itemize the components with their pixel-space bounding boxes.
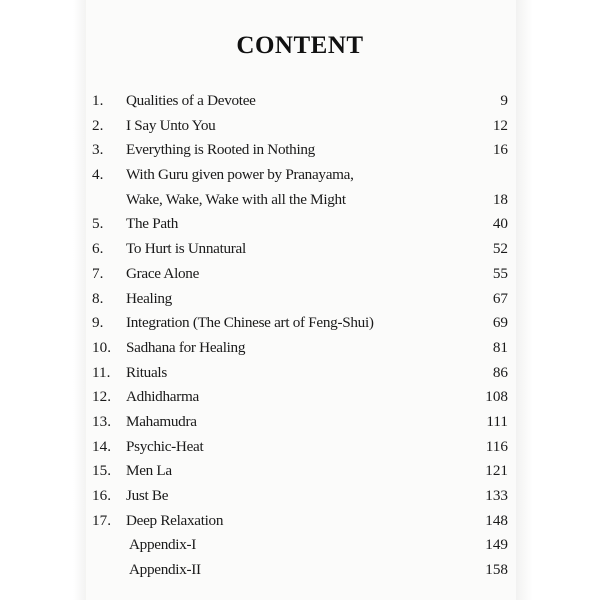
entry-page: 108 — [485, 388, 508, 406]
toc-entry-appendix-2 — [92, 558, 512, 583]
entry-page: 111 — [486, 412, 508, 430]
entry-title: Psychic-Heat — [126, 437, 204, 455]
entry-page: 67 — [492, 289, 508, 307]
entry-number: 3. — [92, 141, 104, 159]
entry-page: 52 — [492, 240, 508, 258]
toc-entry-15 — [92, 459, 512, 484]
entry-page: 148 — [485, 511, 508, 529]
entry-page: 9 — [500, 92, 508, 109]
toc-entry-8 — [92, 287, 512, 312]
entry-title: Sadhana for Healing — [126, 338, 246, 356]
page-title: CONTENT — [236, 32, 364, 59]
entry-page: 55 — [492, 264, 508, 282]
entry-page: 116 — [485, 437, 508, 455]
entry-number: 15. — [92, 462, 111, 480]
entry-title: Healing — [126, 289, 172, 307]
toc-entry-4 — [92, 163, 512, 188]
entry-number: 6. — [92, 240, 104, 258]
entry-title: Appendix-I — [129, 536, 197, 554]
entry-title: Deep Relaxation — [126, 511, 224, 529]
toc-entry-9 — [92, 311, 512, 336]
toc-entry-5 — [92, 212, 512, 237]
entry-number: 1. — [92, 92, 104, 109]
toc-entry-16 — [92, 484, 512, 509]
entry-page: 16 — [492, 141, 508, 159]
entry-title: Men La — [126, 462, 172, 480]
toc-entry-4-continued — [92, 188, 512, 213]
toc-entry-2 — [92, 114, 512, 139]
entry-title: Just Be — [126, 487, 169, 504]
entry-number: 16. — [92, 487, 111, 504]
entry-page: 149 — [485, 536, 508, 554]
entry-title: Appendix-II — [129, 561, 201, 579]
entry-title: Rituals — [126, 363, 167, 381]
entry-title: Qualities of a Devotee — [126, 92, 256, 109]
table-of-contents — [92, 89, 512, 583]
left-margin — [0, 0, 86, 600]
entry-number: 2. — [92, 116, 104, 134]
toc-entry-3 — [92, 138, 512, 163]
entry-number: 12. — [92, 388, 111, 406]
entry-number: 17. — [92, 511, 111, 529]
toc-entry-14 — [92, 435, 512, 460]
entry-page: 40 — [492, 215, 508, 233]
toc-entry-7 — [92, 262, 512, 287]
entry-page: 12 — [492, 116, 508, 134]
toc-entry-appendix-1 — [92, 533, 512, 558]
entry-number: 9. — [92, 314, 104, 332]
entry-page: 18 — [492, 190, 508, 208]
entry-title: Grace Alone — [126, 264, 200, 282]
entry-page: 133 — [485, 487, 508, 504]
right-margin — [516, 0, 600, 600]
entry-title: Adhidharma — [126, 388, 199, 406]
entry-title: To Hurt is Unnatural — [126, 240, 246, 258]
toc-entry-17 — [92, 509, 512, 534]
entry-title: I Say Unto You — [126, 116, 216, 134]
entry-number: 14. — [92, 437, 111, 455]
toc-entry-1 — [92, 89, 512, 114]
entry-number: 4. — [92, 166, 104, 184]
entry-title: Integration (The Chinese art of Feng-Shui) — [126, 314, 374, 332]
entry-number: 11. — [92, 363, 111, 381]
entry-title: Everything is Rooted in Nothing — [126, 141, 315, 159]
entry-page: 121 — [485, 462, 508, 480]
entry-title: Wake, Wake, Wake with all the Might — [126, 190, 346, 208]
entry-page: 86 — [492, 363, 508, 381]
entry-number: 5. — [92, 215, 104, 233]
entry-number: 7. — [92, 264, 104, 282]
toc-entry-6 — [92, 237, 512, 262]
toc-entry-12 — [92, 385, 512, 410]
entry-number: 8. — [92, 289, 104, 307]
toc-entry-11 — [92, 361, 512, 386]
entry-page: 69 — [492, 314, 508, 332]
entry-title: Mahamudra — [126, 412, 197, 430]
entry-page: 158 — [485, 561, 508, 579]
entry-page: 81 — [492, 338, 508, 356]
entry-number: 10. — [92, 338, 111, 356]
entry-title: With Guru given power by Pranayama, — [126, 166, 354, 184]
entry-title: The Path — [126, 215, 179, 233]
toc-entry-10 — [92, 336, 512, 361]
toc-entry-13 — [92, 410, 512, 435]
entry-number: 13. — [92, 412, 111, 430]
